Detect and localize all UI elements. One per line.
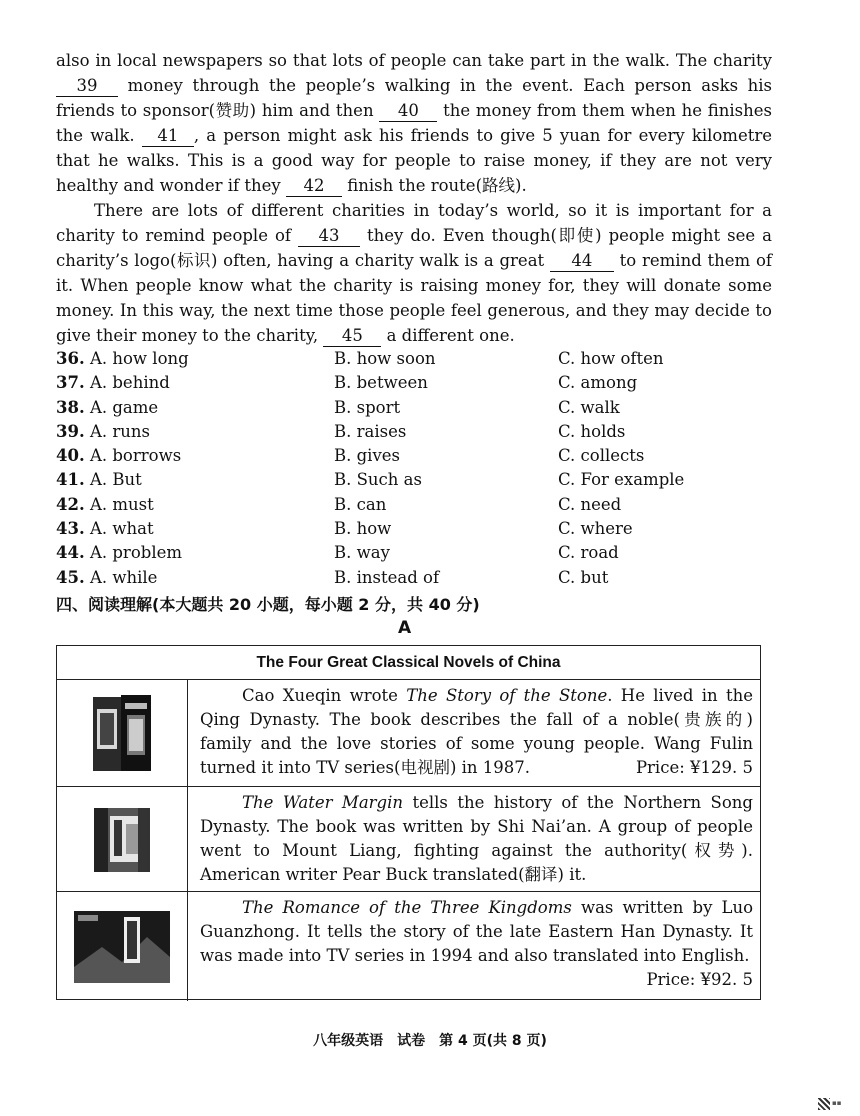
book-box-icon — [90, 802, 154, 876]
answer-options — [56, 347, 796, 590]
blank-42: 42 — [286, 176, 342, 197]
blank-45: 45 — [323, 326, 381, 347]
book-box-icon — [91, 693, 153, 773]
question-row — [56, 347, 796, 371]
book-title: The Romance of the Three Kingdoms — [242, 898, 572, 917]
passage-text: they do. Even though(即使) people might see a charity’s logo(标识) often, having a charity walk is a great — [56, 226, 772, 270]
table-row — [57, 787, 760, 892]
question-row — [56, 420, 796, 444]
book-price: Price: ¥129. 5 — [635, 758, 753, 777]
option-c: C. holds — [558, 421, 626, 441]
question-number: 37. — [56, 373, 85, 393]
option-b: B. gives — [334, 446, 401, 466]
option-c: C. need — [558, 494, 622, 514]
blank-44: 44 — [550, 251, 614, 272]
question-number: 39. — [56, 421, 85, 441]
book-cover-cell — [57, 787, 188, 891]
table-row — [57, 680, 760, 787]
question-number: 45. — [56, 567, 85, 587]
option-b: B. instead of — [334, 567, 440, 587]
passage-text: There are lots of different charities in today’s world, so it is important for a charity to remind people of — [56, 201, 772, 245]
option-a — [56, 347, 189, 371]
question-number: 36. — [56, 349, 85, 368]
blank-43: 43 — [298, 226, 360, 247]
passage-text: finish the route(路线). — [341, 176, 527, 195]
table-title: The Four Great Classical Novels of China — [57, 646, 760, 680]
question-row — [56, 371, 796, 395]
desc-text: was written by Luo Guanzhong. It tells the story of the late Eastern Han Dynasty. It was made into TV series in 1994 and also translated into English. — [200, 898, 754, 965]
option-c: C. but — [558, 567, 609, 587]
option-text: A. borrows — [89, 446, 182, 466]
option-b: B. can — [334, 494, 387, 514]
table-row — [57, 892, 760, 1001]
option-a — [56, 541, 182, 565]
passage-text: a different one. — [381, 326, 515, 345]
option-c: C. how often — [558, 349, 664, 368]
option-text: A. must — [89, 494, 154, 514]
passage-text: , a person might ask his friends to give 5 yuan for every kilometre that he walks. This is a good way for people to raise money, if they are not very healthy and wonder if they — [56, 126, 772, 195]
book-cover-icon — [72, 907, 172, 987]
question-number: 44. — [56, 543, 85, 563]
question-row — [56, 517, 796, 541]
option-text: A. how long — [89, 349, 189, 368]
option-text: A. what — [89, 519, 154, 539]
option-b: B. between — [334, 373, 428, 393]
option-a — [56, 396, 158, 420]
question-row — [56, 468, 796, 492]
book-description — [188, 680, 760, 786]
question-row — [56, 444, 796, 468]
option-b: B. raises — [334, 421, 407, 441]
option-text: A. runs — [89, 421, 150, 441]
book-title: The Story of the Stone — [406, 686, 608, 705]
option-a — [56, 493, 154, 517]
option-b: B. sport — [334, 397, 401, 417]
option-c: C. For example — [558, 470, 685, 490]
watermark: ▪▪ — [832, 1099, 842, 1107]
book-cover-cell — [57, 892, 188, 1001]
section-heading: 四、阅读理解(本大题共 20 小题，每小题 2 分，共 40 分) — [56, 595, 480, 614]
passage-text: the money from them when he finishes the walk. — [56, 101, 772, 145]
option-text: A. problem — [89, 543, 183, 563]
passage-text: money through the people’s walking in the event. Each person asks his friends to sponsor(赞助) him and then — [56, 76, 772, 120]
option-a — [56, 444, 181, 468]
option-a — [56, 371, 170, 395]
desc-text: . He lived in the Qing Dynasty. The book describes the fall of a noble(贵族的) family and the love stories of some young people. Wang Fulin turned it into TV series(电视剧) in 1987. — [200, 686, 753, 777]
passage-text: to remind them of it. When people know what the charity is raising money for, they will donate some money. In this way, the next time those people feel generous, and they may decide to give their money to the charity, — [56, 251, 772, 345]
question-number: 42. — [56, 494, 85, 514]
option-text: A. game — [89, 397, 159, 417]
blank-40: 40 — [379, 101, 437, 122]
question-number: 40. — [56, 446, 85, 466]
option-b: B. Such as — [334, 470, 422, 490]
option-text: A. while — [89, 567, 158, 587]
book-cover-cell — [57, 680, 188, 786]
book-description — [188, 787, 760, 891]
option-a — [56, 420, 150, 444]
question-row — [56, 541, 796, 565]
option-a — [56, 468, 142, 492]
question-row — [56, 396, 796, 420]
cloze-passage — [56, 48, 772, 348]
option-c: C. where — [558, 519, 633, 539]
novels-table — [56, 645, 761, 1000]
option-text: A. behind — [89, 373, 170, 393]
blank-39: 39 — [56, 76, 118, 97]
passage-paragraph-2 — [56, 198, 772, 348]
book-title: The Water Margin — [242, 793, 404, 812]
question-number: 38. — [56, 397, 85, 417]
option-c: C. collects — [558, 446, 645, 466]
question-row — [56, 493, 796, 517]
book-price: Price: ¥92. 5 — [646, 970, 753, 989]
desc-text: tells the history of the Northern Song Dynasty. The book was written by Shi Nai’an. A group of people went to Mount Liang, fighting against the authority(权势). American writer Pear Buck translated(翻译) it. — [200, 793, 753, 884]
question-number: 43. — [56, 519, 85, 539]
question-row — [56, 566, 796, 590]
option-c: C. walk — [558, 397, 620, 417]
option-c: C. road — [558, 543, 619, 563]
option-text: A. But — [89, 470, 142, 490]
option-b: B. how — [334, 519, 392, 539]
question-number: 41. — [56, 470, 85, 490]
option-b: B. how soon — [334, 349, 436, 368]
book-description — [188, 892, 760, 1001]
option-c: C. among — [558, 373, 638, 393]
desc-text: Cao Xueqin wrote — [242, 686, 407, 705]
blank-41: 41 — [142, 126, 194, 147]
section-letter: A — [398, 618, 412, 638]
passage-text: also in local newspapers so that lots of people can take part in the walk. The charity — [56, 51, 772, 70]
qr-code-icon — [818, 1098, 830, 1110]
option-a — [56, 517, 154, 541]
option-a — [56, 566, 157, 590]
page-footer: 八年级英语 试卷 第 4 页(共 8 页) — [313, 1033, 547, 1049]
passage-paragraph-1 — [56, 48, 772, 198]
option-b: B. way — [334, 543, 390, 563]
